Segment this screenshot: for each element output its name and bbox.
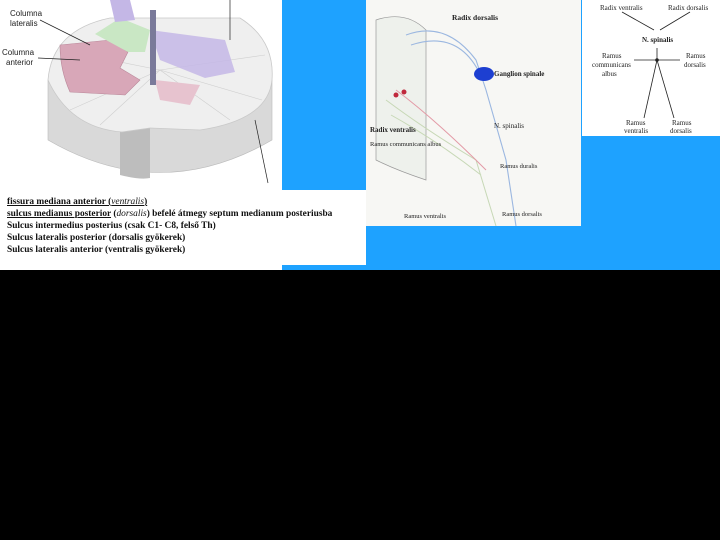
schema-ramus-comm-2: communicans [592, 61, 631, 69]
label-ramus-duralis: Ramus duralis [500, 163, 538, 170]
schema-ramus-dorsalis-b2: dorsalis [670, 127, 692, 135]
label-columna-anterior-1: Columna [2, 48, 35, 57]
term-close-paren: ) [144, 197, 148, 207]
line-sulcus-lateralis-anterior: Sulcus lateralis anterior (ventralis gyökerek) [7, 245, 186, 255]
schema-ramus-ventralis-2: ventralis [624, 127, 649, 135]
spinal-nerve-illustration [366, 0, 581, 226]
term-dorsalis: dorsalis [116, 209, 147, 219]
label-ramus-communicans: Ramus communicans albus [370, 141, 442, 148]
schema-ramus-dorsalis-b1: Ramus [672, 119, 692, 127]
schema-ramus-dorsalis-1: Ramus [686, 52, 706, 60]
schema-ramus-comm-3: albus [602, 70, 617, 78]
line-sulcus-medianus [7, 209, 332, 220]
schema-ramus-ventralis-1: Ramus [626, 119, 646, 127]
label-radix-ventralis: Radix ventralis [370, 126, 416, 134]
schema-ramus-comm-1: Ramus [602, 52, 622, 60]
schema-n-spinalis: N. spinalis [642, 36, 674, 44]
line-sulcus-lateralis-posterior: Sulcus lateralis posterior (dorsalis gyökerek) [7, 233, 186, 243]
schema-radix-dorsalis: Radix dorsalis [668, 4, 709, 12]
spinal-nerve-schema [582, 0, 720, 136]
line-fissura-mediana [7, 197, 147, 208]
text-septum-description: ) befelé átmegy septum medianum posteriusba [146, 209, 333, 219]
label-columna-anterior-2: anterior [6, 58, 34, 67]
schema-radix-ventralis: Radix ventralis [600, 4, 643, 12]
label-ramus-dorsalis: Ramus dorsalis [502, 211, 542, 218]
label-columna-lateralis-1: Columna [10, 9, 43, 18]
term-sulcus-medianus: sulcus medianus posterior [7, 209, 112, 219]
spinal-cord-illustration [0, 0, 282, 190]
label-n-spinalis: N. spinalis [494, 122, 524, 130]
label-ramus-ventralis: Ramus ventralis [404, 213, 447, 220]
label-ganglion-spinale: Ganglion spinale [494, 70, 545, 78]
sulcus-description-box [0, 190, 366, 265]
term-fissura-mediana: fissura mediana anterior ( [7, 197, 112, 207]
schema-ramus-dorsalis-2: dorsalis [684, 61, 706, 69]
label-radix-dorsalis: Radix dorsalis [452, 13, 499, 22]
text-open-paren: ( [111, 209, 117, 219]
line-sulcus-intermedius: Sulcus intermedius posterius (csak C1- C8, felső Th) [7, 221, 216, 231]
term-ventralis: ventralis [111, 197, 145, 207]
label-columna-lateralis-2: lateralis [10, 19, 38, 28]
